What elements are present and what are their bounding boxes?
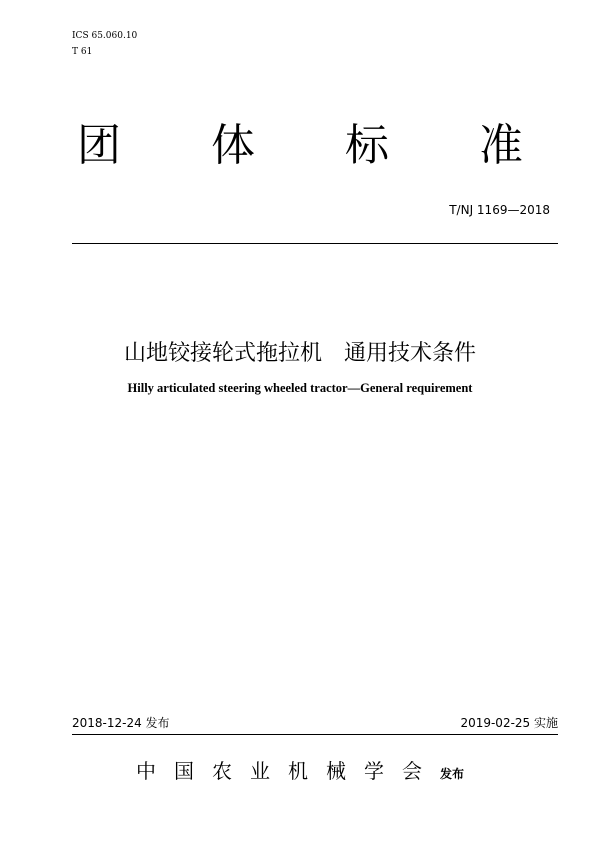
- header-divider: [72, 243, 558, 244]
- issuer-line: [0, 758, 600, 787]
- issuer-suffix: 发布: [439, 767, 464, 781]
- document-type-heading: 团 体 标 准: [77, 120, 561, 171]
- title-chinese: 山地铰接轮式拖拉机 通用技术条件: [123, 341, 476, 366]
- issuer-name: 中国农业机械学会: [135, 759, 440, 783]
- title-english: Hilly articulated steering wheeled tractor—General requirement: [127, 381, 473, 395]
- footer-divider: [72, 734, 558, 735]
- issue-date: 2018-12-24 发布: [72, 716, 170, 730]
- ics-code: ICS 65.060.10: [72, 31, 138, 41]
- classification-code: T 61: [72, 47, 93, 57]
- standard-number: T/NJ 1169—2018: [449, 203, 550, 217]
- implementation-date: 2019-02-25 实施: [460, 716, 558, 730]
